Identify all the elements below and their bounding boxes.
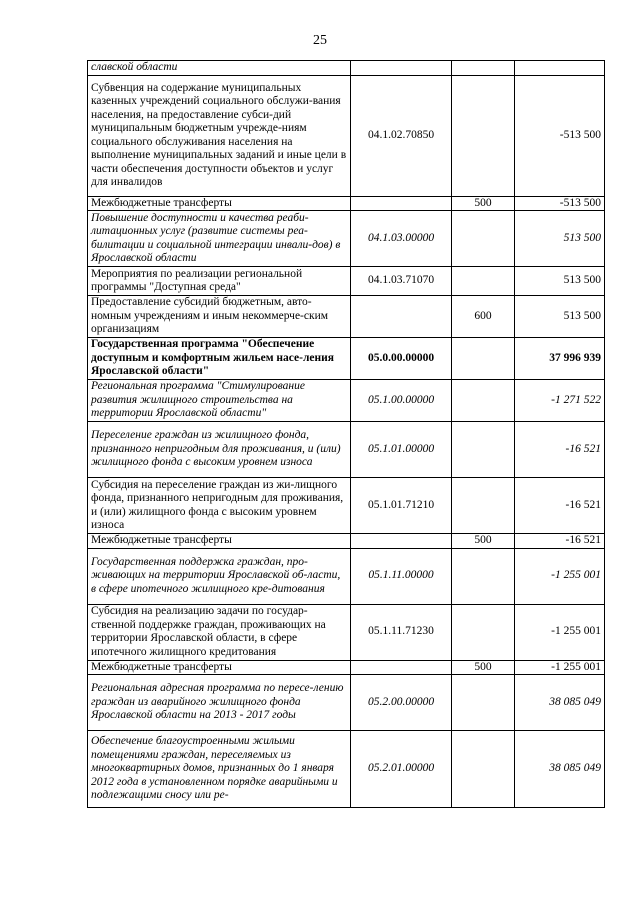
name-cell: Межбюджетные трансферты <box>88 196 351 211</box>
name-cell: Региональная адресная программа по пересе-лению граждан из аварийного жилищного фонда Ярославской области на 2013 - 2017 годы <box>88 675 351 731</box>
table-row <box>88 211 605 267</box>
type-cell <box>452 267 515 296</box>
table-row <box>88 267 605 296</box>
name-cell: Переселение граждан из жилищного фонда, признанного непригодным для проживания, и (или) жилищного фонда с высоким уровнем износа <box>88 422 351 478</box>
amount-cell: 37 996 939 <box>515 338 605 380</box>
code-cell: 04.1.03.71070 <box>351 267 452 296</box>
name-cell: Межбюджетные трансферты <box>88 660 351 675</box>
code-cell: 05.1.11.71230 <box>351 604 452 660</box>
code-cell <box>351 660 452 675</box>
type-cell <box>452 731 515 808</box>
type-cell <box>452 75 515 196</box>
amount-cell: -16 521 <box>515 478 605 534</box>
type-cell: 500 <box>452 534 515 549</box>
page-number: 25 <box>313 33 327 48</box>
type-cell <box>452 380 515 422</box>
type-cell <box>452 604 515 660</box>
amount-cell: -1 255 001 <box>515 604 605 660</box>
code-cell: 04.1.02.70850 <box>351 75 452 196</box>
amount-cell: 513 500 <box>515 296 605 338</box>
name-cell: Предоставление субсидий бюджетным, авто-номным учреждениям и иным некоммерче-ским организациям <box>88 296 351 338</box>
name-cell: Государственная программа "Обеспечение доступным и комфортным жильем насе-ления Ярославской области" <box>88 338 351 380</box>
code-cell: 05.1.00.00000 <box>351 380 452 422</box>
type-cell <box>452 422 515 478</box>
code-cell: 05.1.01.00000 <box>351 422 452 478</box>
code-cell: 05.0.00.00000 <box>351 338 452 380</box>
type-cell: 500 <box>452 660 515 675</box>
code-cell: 05.1.11.00000 <box>351 548 452 604</box>
code-cell <box>351 196 452 211</box>
name-cell: Межбюджетные трансферты <box>88 534 351 549</box>
type-cell <box>452 478 515 534</box>
amount-cell: -16 521 <box>515 534 605 549</box>
name-cell: Государственная поддержка граждан, про-живающих на территории Ярославской об-ласти, в сфере ипотечного жилищного кре-дитования <box>88 548 351 604</box>
amount-cell: 513 500 <box>515 267 605 296</box>
type-cell: 500 <box>452 196 515 211</box>
name-cell: славской области <box>88 61 351 76</box>
code-cell <box>351 296 452 338</box>
amount-cell <box>515 61 605 76</box>
table-row <box>88 75 605 196</box>
name-cell: Субсидия на переселение граждан из жи-лищного фонда, признанного непригодным для проживания, и (или) жилищного фонда с высоким уровнем износа <box>88 478 351 534</box>
amount-cell: -513 500 <box>515 75 605 196</box>
code-cell <box>351 61 452 76</box>
code-cell: 05.1.01.71210 <box>351 478 452 534</box>
type-cell <box>452 61 515 76</box>
amount-cell: -16 521 <box>515 422 605 478</box>
table-row <box>88 338 605 380</box>
amount-cell: -1 255 001 <box>515 660 605 675</box>
name-cell: Повышение доступности и качества реаби-литационных услуг (развитие системы реа-билитации и социальной интеграции инвали-дов) в Ярославской области <box>88 211 351 267</box>
code-cell: 04.1.03.00000 <box>351 211 452 267</box>
code-cell: 05.2.01.00000 <box>351 731 452 808</box>
table-row <box>88 380 605 422</box>
name-cell: Мероприятия по реализации региональной программы "Доступная среда" <box>88 267 351 296</box>
amount-cell: -1 271 522 <box>515 380 605 422</box>
amount-cell: -513 500 <box>515 196 605 211</box>
name-cell: Субсидия на реализацию задачи по государ-ственной поддержке граждан, проживающих на территории Ярославской области, в сфере ипотечного жилищного кредитования <box>88 604 351 660</box>
type-cell <box>452 211 515 267</box>
type-cell <box>452 548 515 604</box>
amount-cell: -1 255 001 <box>515 548 605 604</box>
name-cell: Субвенция на содержание муниципальных казенных учреждений социального обслужи-вания населения, на предоставление субси-дий муниципальным бюджетным учрежде-ниям социального обслуживания населения на выполнение муниципальных заданий и иные цели в части обеспечения доступности объектов и услуг для инвалидов <box>88 75 351 196</box>
table-row <box>88 604 605 660</box>
name-cell: Обеспечение благоустроенными жилыми помещениями граждан, переселяемых из многоквартирных домов, признанных до 1 января 2012 года в установленном порядке аварийными и подлежащими сносу или ре- <box>88 731 351 808</box>
table-row <box>88 731 605 808</box>
code-cell <box>351 534 452 549</box>
amount-cell: 38 085 049 <box>515 675 605 731</box>
amount-cell: 513 500 <box>515 211 605 267</box>
budget-table <box>87 60 605 808</box>
type-cell <box>452 675 515 731</box>
table-row <box>88 660 605 675</box>
table-row <box>88 296 605 338</box>
type-cell <box>452 338 515 380</box>
code-cell: 05.2.00.00000 <box>351 675 452 731</box>
table-row <box>88 548 605 604</box>
table-row <box>88 196 605 211</box>
table-row <box>88 422 605 478</box>
table-row <box>88 675 605 731</box>
name-cell: Региональная программа "Стимулирование развития жилищного строительства на территории Ярославской области" <box>88 380 351 422</box>
table-row <box>88 61 605 76</box>
table-row <box>88 478 605 534</box>
table-row <box>88 534 605 549</box>
budget-table-body <box>88 61 605 808</box>
amount-cell: 38 085 049 <box>515 731 605 808</box>
type-cell: 600 <box>452 296 515 338</box>
